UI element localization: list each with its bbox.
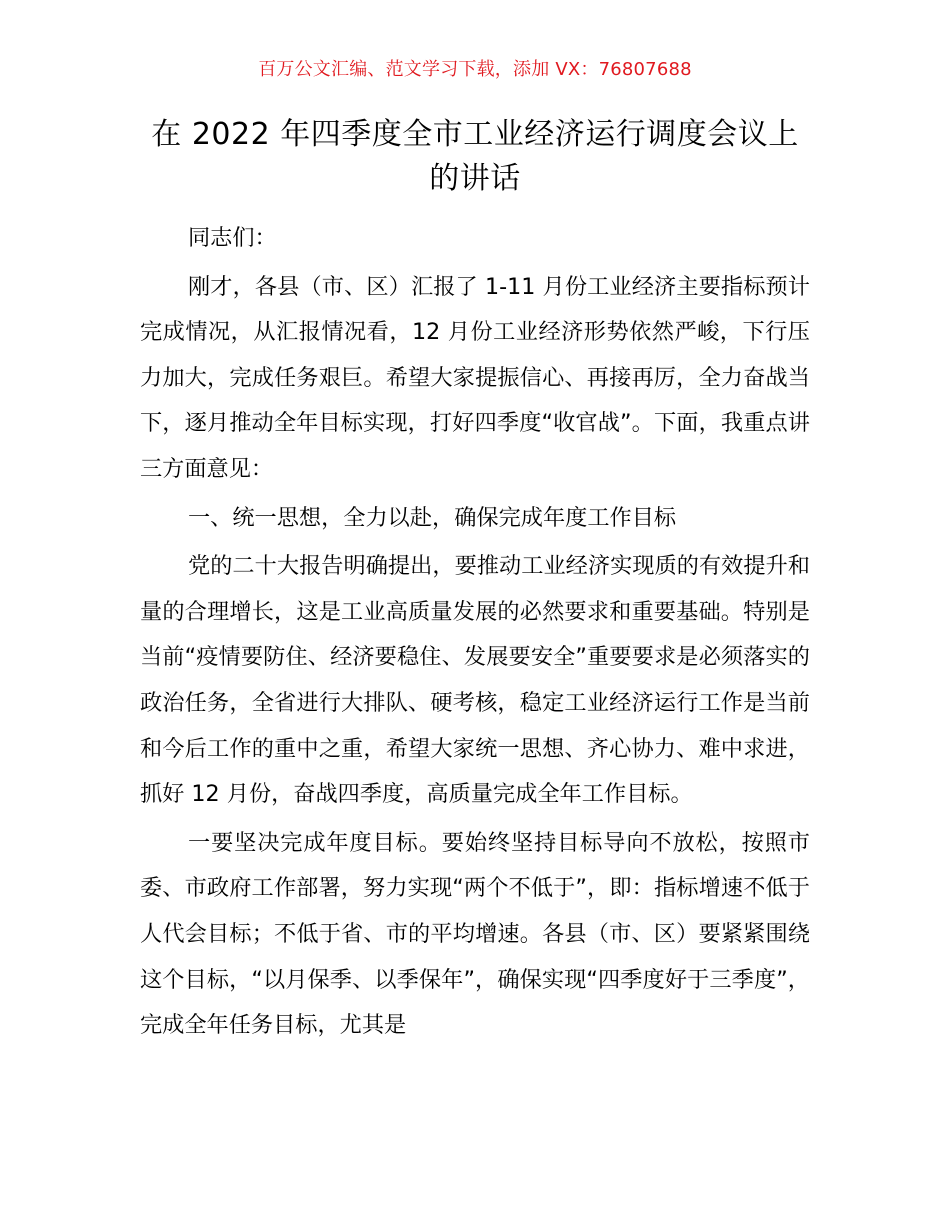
paragraph-annual-target: 一要坚决完成年度目标。要始终坚持目标导向不放松，按照市委、市政府工作部署，努力实现“两个不低于”，即：指标增速不低于人代会目标；不低于省、市的平均增速。各县（市、区）要紧紧围绕这个目标，“以月保季、以季保年”，确保实现“四季度好于三季度”，完成全年任务目标，尤其是 (140, 829, 810, 1039)
title-line-2: 的讲话 (429, 161, 521, 196)
document-body (140, 216, 810, 1049)
title-line-1: 在 2022 年四季度全市工业经济运行调度会议上 (151, 117, 799, 152)
section-heading-1: 一、统一思想，全力以赴，确保完成年度工作目标 (188, 504, 677, 531)
watermark-banner: 百万公文汇编、范文学习下载，添加 VX：76807688 (258, 59, 692, 80)
paragraph-intro: 刚才，各县（市、区）汇报了 1-11 月份工业经济主要指标预计完成情况，从汇报情况看，12 月份工业经济形势依然严峻，下行压力加大，完成任务艰巨。希望大家提振信心、再接再厉，全力奋战当下，逐月推动全年目标实现，打好四季度“收官战”。下面，我重点讲三方面意见： (140, 273, 810, 482)
salutation: 同志们： (188, 225, 277, 251)
paragraph-section-1-body: 党的二十大报告明确提出，要推动工业经济实现质的有效提升和量的合理增长，这是工业高质量发展的必然要求和重要基础。特别是当前“疫情要防住、经济要稳住、发展要安全”重要要求是必须落实的政治任务，全省进行大排队、硬考核，稳定工业经济运行工作是当前和今后工作的重中之重，希望大家统一思想、齐心协力、难中求进，抓好 12 月份，奋战四季度，高质量完成全年工作目标。 (140, 553, 810, 808)
document-title (140, 113, 810, 201)
